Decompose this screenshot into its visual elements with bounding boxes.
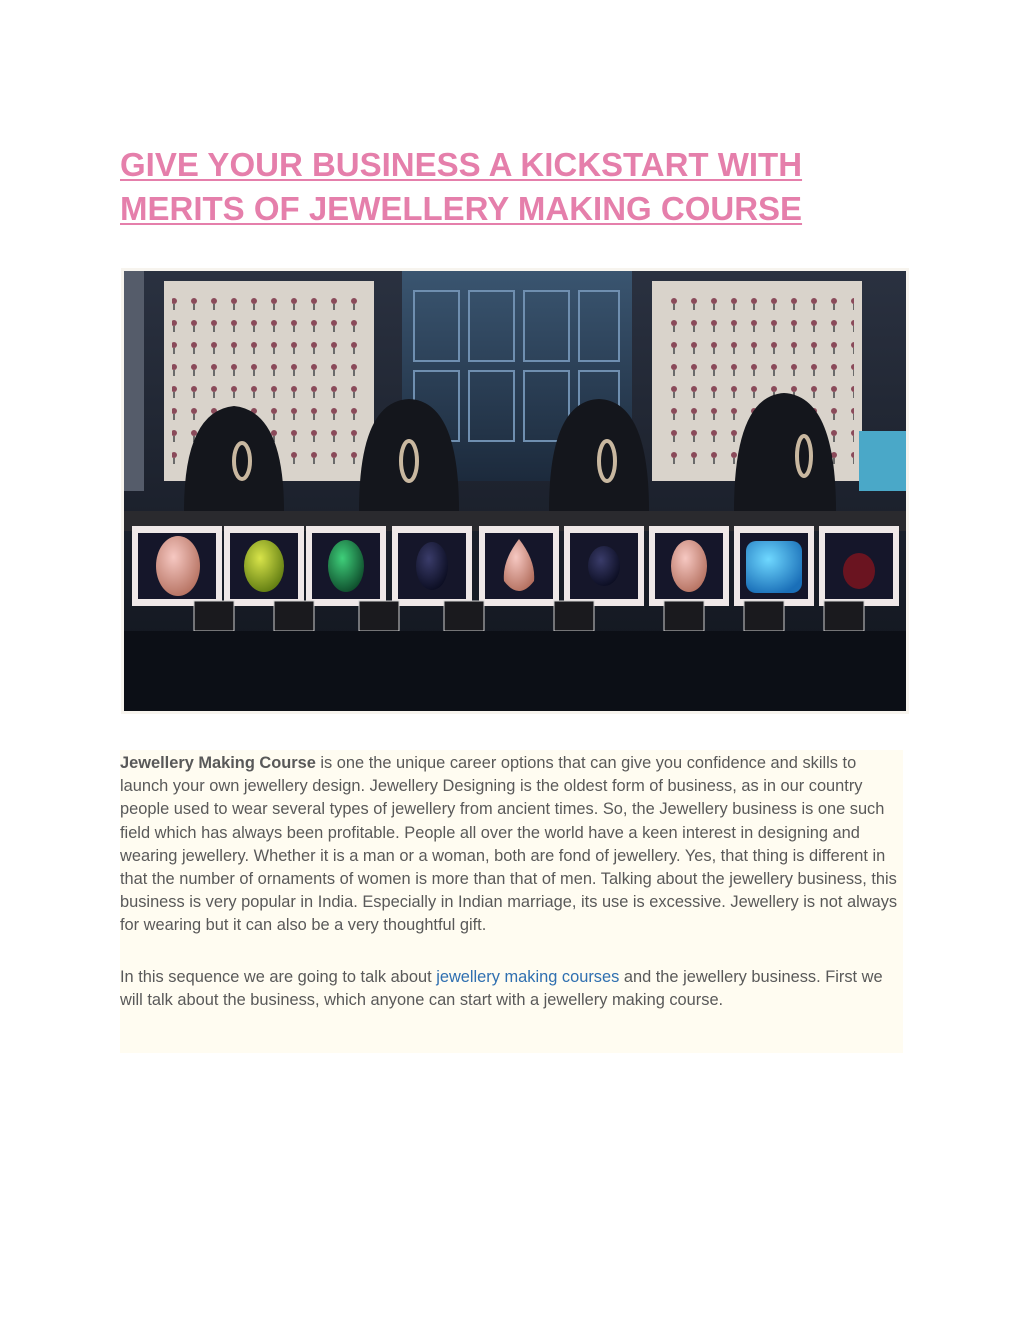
jewellery-courses-link[interactable]: jewellery making courses [436,967,620,986]
intro-text: is one the unique career options that can give you confidence and skills to launch your own jewellery design. Jewellery Designing is the oldest form of business, as in our country people used to wear several types of jewellery from ancient times. So, the Jewellery business is one such field which has always been profitable. People all over the world have a keen interest in designing and wearing jewellery. Whether it is a man or a woman, both are fond of jewellery. Yes, that thing is different in that the number of ornaments of women is more than that of men. Talking about the jewellery business, this business is very popular in India. Especially in Indian marriage, its use is excessive. Jewellery is not always for wearing but it can also be a very thoughtful gift. [120,754,898,935]
sequence-text-before: In this sequence we are going to talk about [120,967,437,986]
jewellery-photo [121,268,909,714]
page-title: GIVE YOUR BUSINESS A KICKSTART WITH MERITS OF JEWELLERY MAKING COURSE [120,146,803,227]
sequence-paragraph [120,966,903,1012]
course-name-bold: Jewellery Making Course [120,754,316,772]
article-body [120,750,903,1053]
sequence-text-after: and the jewellery business. First we will talk about the business, which anyone can start with a jewellery making course. [120,967,883,1009]
jewellery-showcase-image [124,271,906,711]
intro-paragraph [120,752,903,938]
